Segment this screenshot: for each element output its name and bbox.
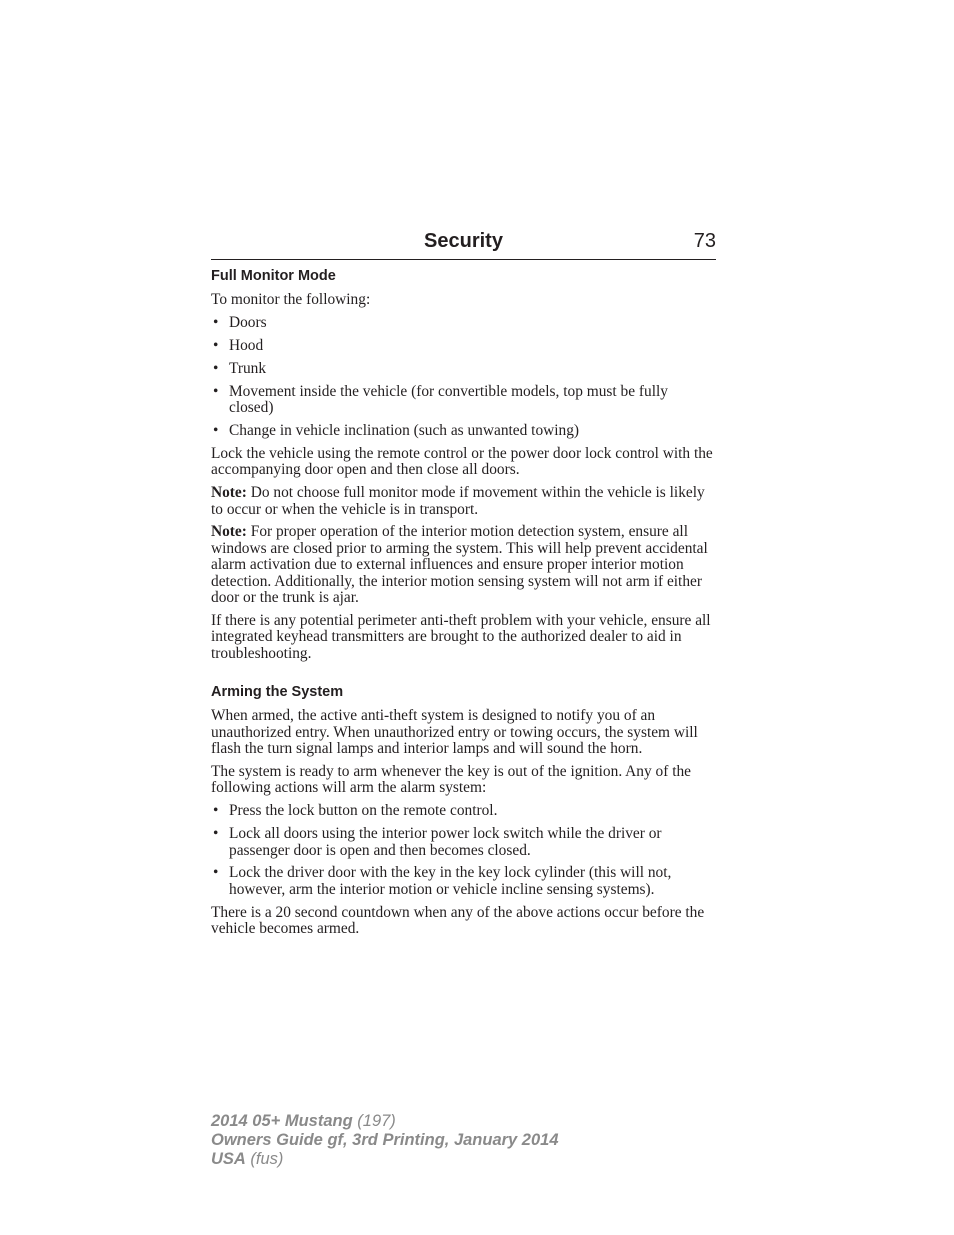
- ready-paragraph: The system is ready to arm whenever the key is out of the ignition. Any of the following actions will arm the alarm system:: [211, 762, 691, 797]
- footer-market-code: (fus): [245, 1150, 284, 1168]
- note-label: Note:: [211, 523, 247, 541]
- monitor-list: [211, 315, 716, 439]
- page-number: 73: [693, 230, 716, 252]
- footer-market: USA: [211, 1150, 246, 1168]
- footer-model-code: (197): [352, 1112, 396, 1130]
- footer-model: 2014 05+ Mustang: [211, 1112, 353, 1130]
- page-footer: [211, 1112, 559, 1169]
- footer-line-3: [211, 1150, 559, 1169]
- list-item: • Press the lock button on the remote control.: [211, 803, 716, 819]
- page-header: [211, 228, 716, 260]
- countdown-paragraph: There is a 20 second countdown when any of the above actions occur before the vehicle becomes armed.: [211, 903, 705, 938]
- note-paragraph-2: [211, 524, 716, 606]
- note-label: Note:: [211, 484, 247, 502]
- list-item: • Lock the driver door with the key in the key lock cylinder (this will not, however, arm the interior motion or vehicle incline sensing systems).: [211, 865, 716, 898]
- list-item: • Change in vehicle inclination (such as unwanted towing): [211, 423, 716, 439]
- list-item: • Hood: [211, 338, 716, 354]
- list-item: • Doors: [211, 315, 716, 331]
- arming-actions-list: [211, 803, 716, 898]
- list-item: • Lock all doors using the interior power lock switch while the driver or passenger door is open and then becomes closed.: [211, 826, 716, 859]
- list-item: • Movement inside the vehicle (for convertible models, top must be fully closed): [211, 384, 716, 417]
- note-text: For proper operation of the interior motion detection system, ensure all windows are closed prior to arming the system. This will help prevent accidental alarm activation due to external influences and ensure proper interior motion detection. Additionally, the interior motion sensing system will not arm if either door or the trunk is ajar.: [211, 523, 708, 607]
- note-text: Do not choose full monitor mode if movement within the vehicle is likely to occur or when the vehicle is in transport.: [211, 484, 705, 518]
- heading-full-monitor-mode: Full Monitor Mode: [211, 268, 336, 284]
- lock-paragraph: Lock the vehicle using the remote control or the power door lock control with the accompanying door open and then close all doors.: [211, 444, 713, 479]
- heading-arming-the-system: Arming the System: [211, 684, 344, 701]
- armed-paragraph: When armed, the active anti-theft system is designed to notify you of an unauthorized entry. When unauthorized entry or towing occurs, the system will flash the turn signal lamps and interior lamps and will sound the horn.: [211, 707, 698, 758]
- footer-line-2: Owners Guide gf, 3rd Printing, January 2014: [211, 1131, 559, 1149]
- problem-paragraph: If there is any potential perimeter anti-theft problem with your vehicle, ensure all integrated keyhead transmitters are brought to the authorized dealer to aid in troubleshooting.: [211, 612, 711, 662]
- section-title: Security: [424, 230, 503, 252]
- page-content: [211, 267, 716, 944]
- footer-line-1: [211, 1112, 559, 1131]
- list-item: • Trunk: [211, 361, 716, 377]
- intro-paragraph: To monitor the following:: [211, 291, 371, 308]
- note-paragraph-1: [211, 485, 716, 518]
